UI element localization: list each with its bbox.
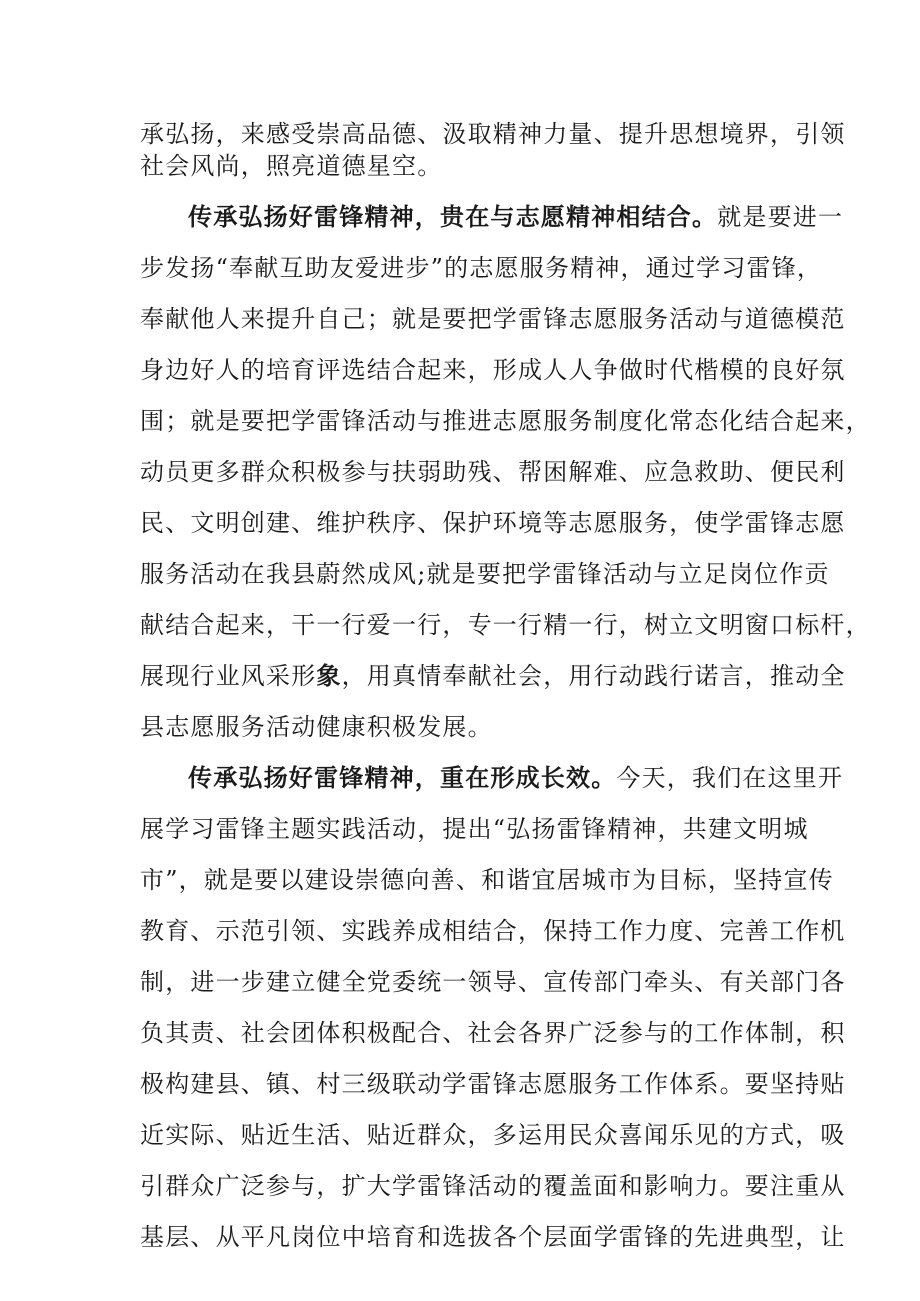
paragraph-text: ，用真情奉献社会，用行动践行诺言，推动全 (341, 662, 846, 690)
paragraph-line: 引群众广泛参与，扩大学雷锋活动的覆盖面和影响力。要注重从 (140, 1172, 846, 1200)
paragraph-line: 负其责、社会团体积极配合、社会各界广泛参与的工作体制，积 (140, 1019, 846, 1047)
paragraph-text: 展现行业风采形 (140, 662, 317, 690)
paragraph-line: 民、文明创建、维护秩序、保护环境等志愿服务，使学雷锋志愿 (140, 509, 846, 537)
paragraph-line: 献结合起来，干一行爱一行，专一行精一行，树立文明窗口标杆， (140, 611, 871, 639)
section-heading: 传承弘扬好雷锋精神，贵在与志愿精神相结合。 (188, 202, 718, 231)
paragraph-heading-line (188, 756, 843, 800)
bold-character: 象 (316, 661, 342, 690)
paragraph-line: 动员更多群众积极参与扶弱助残、帮困解难、应急救助、便民利 (140, 458, 846, 486)
paragraph-line: 服务活动在我县蔚然成风;就是要把学雷锋活动与立足岗位作贡 (140, 560, 830, 588)
paragraph-line: 极构建县、镇、村三级联动学雷锋志愿服务工作体系。要坚持贴 (140, 1070, 846, 1098)
section-heading: 传承弘扬好雷锋精神，重在形成长效。 (188, 763, 617, 792)
paragraph-line: 步发扬“奉献互助友爱进步”的志愿服务精神，通过学习雷锋， (140, 254, 823, 282)
paragraph-text: 今天，我们在这里开 (616, 764, 844, 792)
paragraph-line: 近实际、贴近生活、贴近群众，多运用民众喜闻乐见的方式，吸 (140, 1121, 846, 1149)
paragraph-line: 市”，就是要以建设崇德向善、和谐宜居城市为目标，坚持宣传 (140, 866, 834, 894)
paragraph-line: 制，进一步建立健全党委统一领导、宣传部门牵头、有关部门各 (140, 968, 846, 996)
paragraph-line: 社会风尚，照亮道德星空。 (140, 152, 443, 180)
paragraph-line: 县志愿服务活动健康积极发展。 (140, 713, 493, 741)
paragraph-text: 就是要进一 (717, 203, 844, 231)
paragraph-line (140, 654, 846, 698)
paragraph-line: 教育、示范引领、实践养成相结合，保持工作力度、完善工作机 (140, 917, 846, 945)
paragraph-line: 承弘扬，来感受崇高品德、汲取精神力量、提升思想境界，引领 (140, 120, 846, 148)
paragraph-line: 展学习雷锋主题实践活动，提出“弘扬雷锋精神，共建文明城 (140, 815, 809, 843)
paragraph-line: 基层、从平凡岗位中培育和选拔各个层面学雷锋的先进典型，让 (140, 1223, 846, 1251)
paragraph-line: 身边好人的培育评选结合起来，形成人人争做时代楷模的良好氛 (140, 356, 846, 384)
paragraph-line: 奉献他人来提升自己；就是要把学雷锋志愿服务活动与道德模范 (140, 305, 846, 333)
paragraph-line: 围；就是要把学雷锋活动与推进志愿服务制度化常态化结合起来， (140, 407, 871, 435)
paragraph-heading-line (188, 195, 843, 239)
